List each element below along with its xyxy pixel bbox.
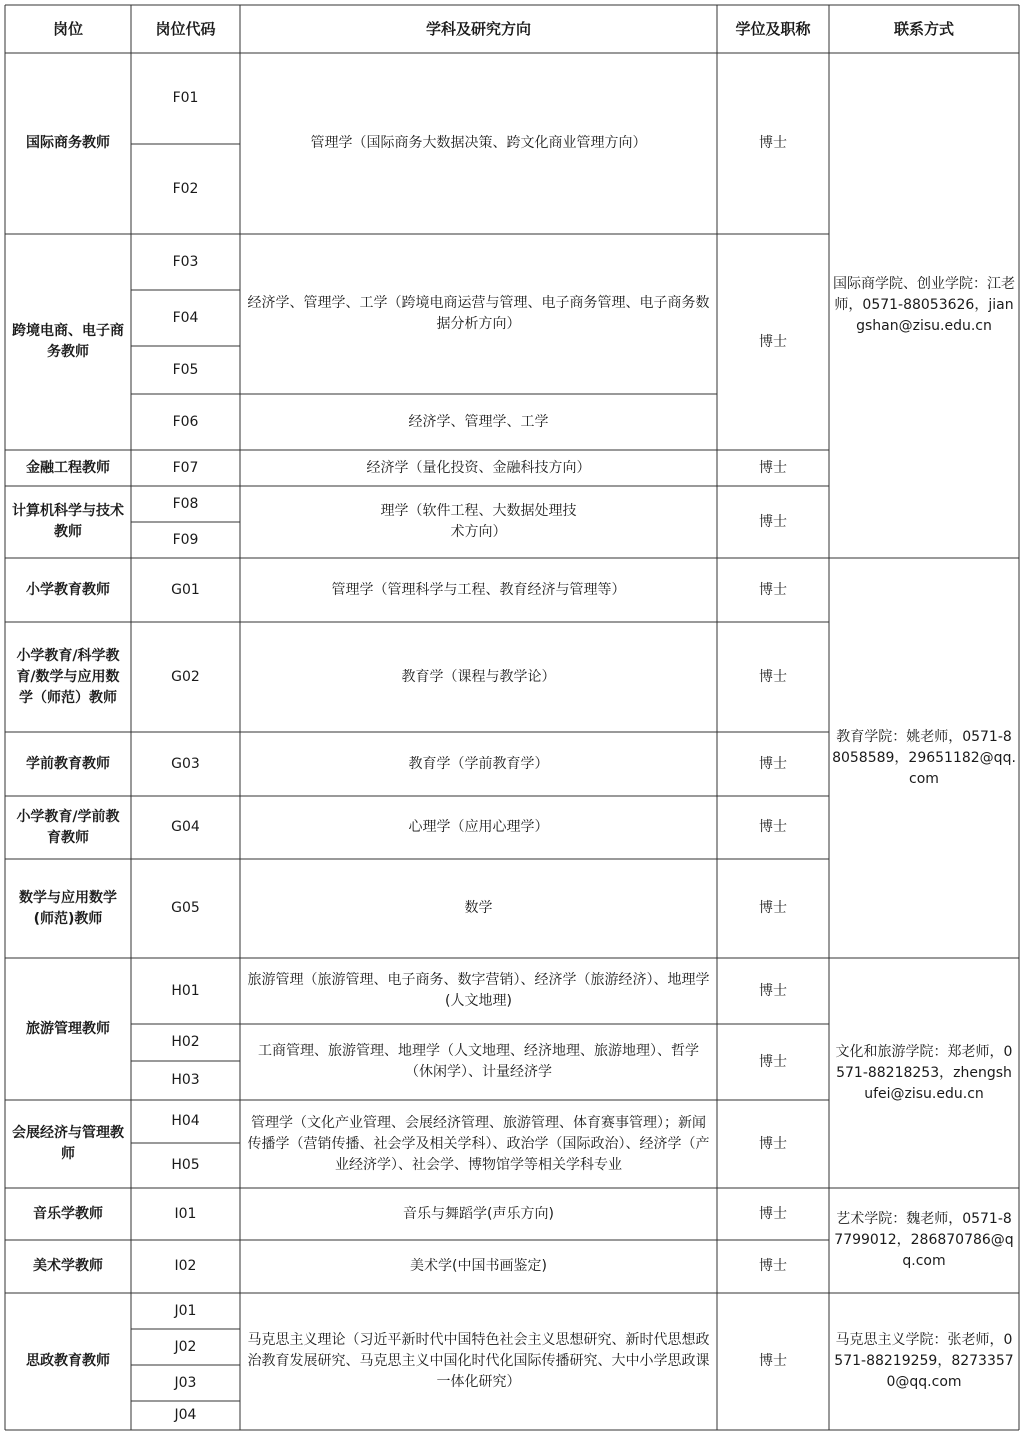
degree-cell: 博士 bbox=[759, 333, 787, 350]
degree-cell: 博士 bbox=[759, 581, 787, 598]
code-cell: J03 bbox=[174, 1374, 197, 1391]
subject-cell: 马克思主义理论（习近平新时代中国特色社会主义思想研究、新时代思想政治教育发展研究、马克思主义中国化时代化国际传播研究、大中小学思政课一体化研究） bbox=[247, 1332, 710, 1390]
code-cell: J04 bbox=[174, 1407, 197, 1423]
post-cell: 金融工程教师 bbox=[26, 459, 110, 476]
header-code: 岗位代码 bbox=[155, 19, 216, 38]
header-contact: 联系方式 bbox=[893, 19, 954, 38]
contact-cell: 文化和旅游学院：郑老师，0571-88218253，zhengshufei@zisu.edu.cn bbox=[835, 1043, 1013, 1102]
post-cell: 思政教育教师 bbox=[26, 1353, 110, 1369]
subject-cell: 经济学（量化投资、金融科技方向） bbox=[366, 459, 591, 476]
code-cell: I01 bbox=[174, 1205, 197, 1222]
code-cell: H02 bbox=[171, 1034, 200, 1050]
code-cell: F05 bbox=[172, 361, 199, 378]
header-subject: 学科及研究方向 bbox=[425, 19, 531, 38]
header-post: 岗位 bbox=[52, 19, 83, 38]
post-cell: 计算机科学与技术教师 bbox=[12, 503, 124, 540]
code-cell: J02 bbox=[174, 1338, 197, 1355]
post-cell: 小学教育/科学教育/数学与应用数学（师范）教师 bbox=[16, 647, 120, 706]
degree-cell: 博士 bbox=[759, 982, 787, 999]
subject-cell: 教育学（课程与教学论） bbox=[401, 668, 556, 685]
subject-cell: 教育学（学前教育学） bbox=[408, 755, 549, 772]
post-cell: 小学教育/学前教育教师 bbox=[16, 808, 120, 846]
code-cell: F09 bbox=[172, 531, 199, 548]
post-cell: 学前教育教师 bbox=[26, 755, 110, 772]
subject-cell: 数学 bbox=[464, 900, 493, 916]
degree-cell: 博士 bbox=[759, 513, 787, 530]
contact-cell: 马克思主义学院：张老师，0571-88219259，82733570@qq.com bbox=[834, 1332, 1014, 1390]
post-cell: 音乐学教师 bbox=[33, 1205, 103, 1222]
code-cell: F02 bbox=[172, 180, 199, 197]
subject-cell: 理学（软件工程、大数据处理技术方向） bbox=[380, 503, 577, 540]
contact-cell: 教育学院：姚老师，0571-88058589，29651182@qq.com bbox=[832, 728, 1016, 787]
degree-cell: 博士 bbox=[759, 1135, 787, 1152]
subject-cell: 经济学、管理学、工学（跨境电商运营与管理、电子商务管理、电子商务数据分析方向） bbox=[247, 295, 710, 332]
subject-cell: 心理学（应用心理学） bbox=[408, 819, 549, 835]
subject-cell: 管理学（管理科学与工程、教育经济与管理等） bbox=[331, 581, 626, 598]
code-cell: H04 bbox=[171, 1113, 200, 1129]
code-cell: G02 bbox=[171, 668, 200, 685]
subject-cell: 音乐与舞蹈学(声乐方向) bbox=[403, 1205, 554, 1222]
code-cell: F01 bbox=[172, 90, 199, 106]
post-cell: 跨境电商、电子商务教师 bbox=[12, 323, 124, 360]
degree-cell: 博士 bbox=[759, 459, 787, 476]
post-cell: 美术学教师 bbox=[33, 1258, 103, 1274]
code-cell: F06 bbox=[172, 413, 199, 430]
code-cell: H03 bbox=[171, 1072, 200, 1088]
degree-cell: 博士 bbox=[759, 1353, 787, 1369]
degree-cell: 博士 bbox=[759, 819, 787, 835]
code-cell: F07 bbox=[172, 459, 199, 476]
code-cell: G04 bbox=[171, 819, 200, 835]
subject-cell: 工商管理、旅游管理、地理学（人文地理、经济地理、旅游地理）、哲学（休闲学）、计量经济学 bbox=[258, 1043, 699, 1080]
degree-cell: 博士 bbox=[759, 135, 787, 151]
contact-cell: 艺术学院：魏老师，0571-87799012，286870786@qq.com bbox=[834, 1211, 1014, 1269]
code-cell: H05 bbox=[171, 1157, 200, 1173]
degree-cell: 博士 bbox=[759, 900, 787, 916]
subject-cell: 管理学（国际商务大数据决策、跨文化商业管理方向） bbox=[310, 135, 647, 151]
post-cell: 数学与应用数学(师范)教师 bbox=[19, 889, 117, 927]
code-cell: G05 bbox=[171, 900, 200, 916]
code-cell: J01 bbox=[174, 1302, 197, 1319]
degree-cell: 博士 bbox=[759, 1258, 787, 1274]
degree-cell: 博士 bbox=[759, 668, 787, 685]
code-cell: F08 bbox=[172, 495, 199, 512]
subject-cell: 经济学、管理学、工学 bbox=[408, 413, 549, 430]
code-cell: F03 bbox=[172, 253, 199, 270]
subject-cell: 旅游管理（旅游管理、电子商务、数字营销）、经济学（旅游经济）、地理学(人文地理) bbox=[247, 972, 710, 1009]
code-cell: G01 bbox=[171, 581, 200, 598]
degree-cell: 博士 bbox=[759, 755, 787, 772]
subject-cell: 美术学(中国书画鉴定) bbox=[410, 1258, 547, 1274]
header-degree: 学位及职称 bbox=[735, 19, 811, 38]
post-cell: 旅游管理教师 bbox=[26, 1020, 110, 1037]
degree-cell: 博士 bbox=[759, 1053, 787, 1070]
post-cell: 会展经济与管理教师 bbox=[12, 1125, 124, 1162]
post-cell: 小学教育教师 bbox=[26, 581, 110, 598]
contact-cell: 国际商学院、创业学院：江老师，0571-88053626，jiangshan@zisu.edu.cn bbox=[833, 276, 1015, 334]
code-cell: I02 bbox=[174, 1258, 197, 1274]
code-cell: G03 bbox=[171, 755, 200, 772]
subject-cell: 管理学（文化产业管理、会展经济管理、旅游管理、体育赛事管理）；新闻传播学（营销传播、社会学及相关学科）、政治学（国际政治）、经济学（产业经济学）、社会学、博物馆学等相关学科专业 bbox=[247, 1114, 710, 1173]
post-cell: 国际商务教师 bbox=[26, 135, 110, 151]
code-cell: H01 bbox=[171, 982, 200, 999]
degree-cell: 博士 bbox=[759, 1205, 787, 1222]
code-cell: F04 bbox=[172, 309, 199, 326]
